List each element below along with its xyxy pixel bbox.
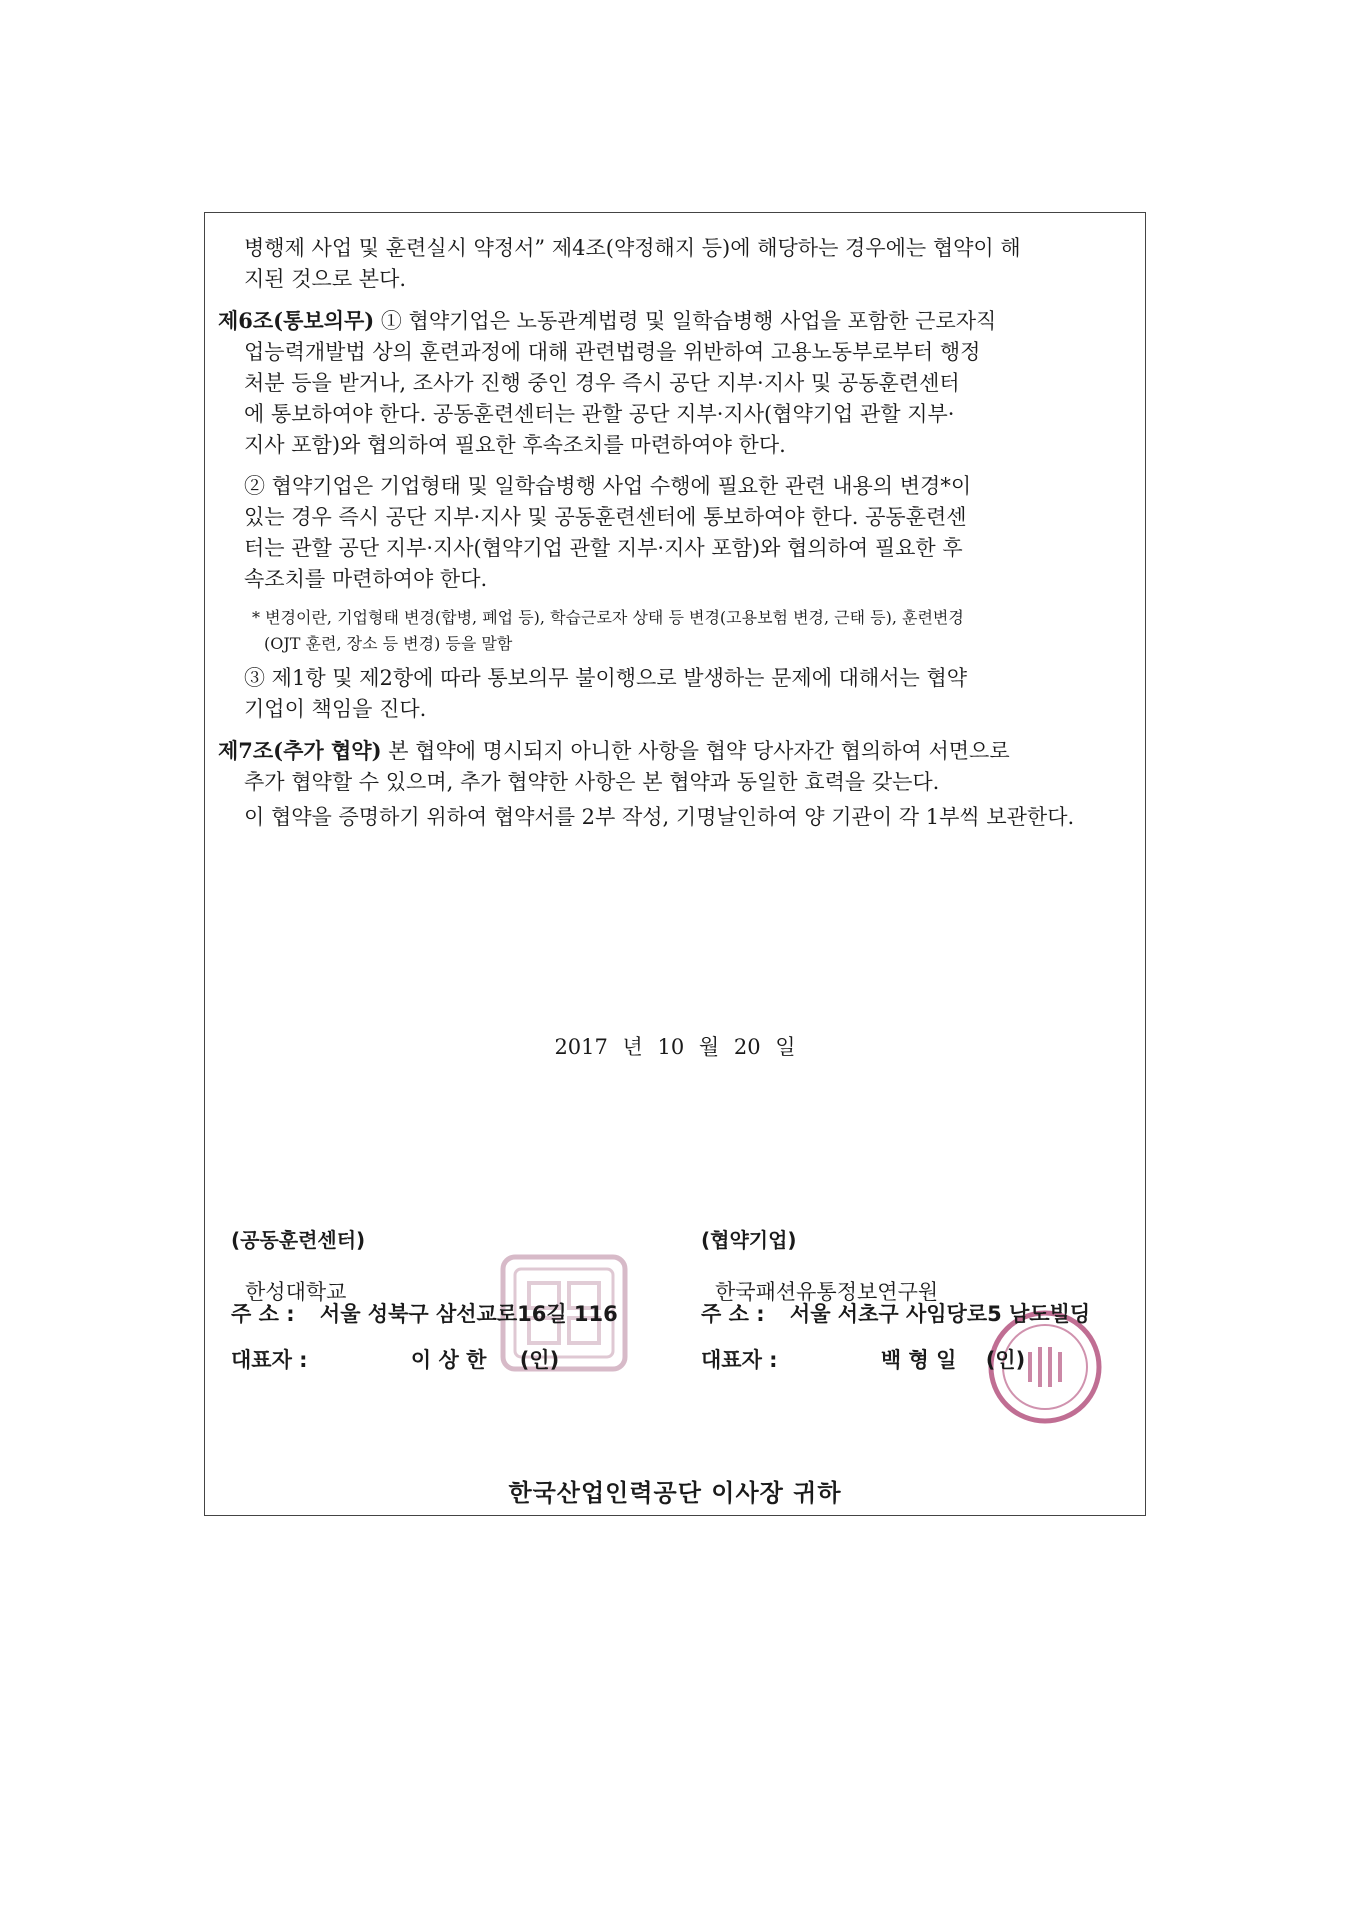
left-party-name: 한성대학교	[245, 1280, 347, 1304]
left-party	[231, 1227, 365, 1305]
article6-clause2	[218, 471, 1128, 595]
right-representative-row	[701, 1344, 1025, 1374]
text-line: 속조치를 마련하여야 한다.	[244, 567, 488, 591]
right-address-row	[701, 1298, 1090, 1328]
text-line: ③ 제1항 및 제2항에 따라 통보의무 불이행으로 발생하는 문제에 대해서는 협약	[244, 666, 968, 690]
text-line: ② 협약기업은 기업형태 및 일학습병행 사업 수행에 필요한 관련 내용의 변경*이	[244, 474, 972, 498]
left-address-label: 주 소 :	[231, 1302, 295, 1326]
document-body	[218, 233, 1128, 843]
text-line: 터는 관할 공단 지부·지사(협약기업 관할 지부·지사 포함)와 협의하여 필요한 후	[244, 536, 963, 560]
text-line: 지된 것으로 본다.	[244, 267, 407, 291]
article6-footnote	[218, 605, 1128, 657]
article6-clause3	[218, 663, 1128, 725]
left-address-row	[231, 1298, 618, 1328]
text-line: 에 통보하여야 한다. 공동훈련센터는 관할 공단 지부·지사(협약기업 관할 지부·	[244, 402, 955, 426]
right-seal-mark: (인)	[985, 1348, 1026, 1372]
agreement-date: 2017 년 10 월 20 일	[554, 1035, 796, 1059]
left-address: 서울 성북구 삼선교로16길 116	[319, 1302, 618, 1326]
document-frame	[204, 212, 1146, 1516]
left-seal-mark: (인)	[519, 1348, 560, 1372]
article5-continuation	[218, 233, 1128, 295]
right-address: 서울 서초구 사임당로5 남도빌딩	[789, 1302, 1091, 1326]
closing-statement	[218, 802, 1128, 833]
addressee-footer: 한국산업인력공단 이사장 귀하	[508, 1479, 842, 1507]
right-address-label: 주 소 :	[701, 1302, 765, 1326]
right-rep-name: 백 형 일	[880, 1348, 957, 1372]
text-line: 추가 협약할 수 있으며, 추가 협약한 사항은 본 협약과 동일한 효력을 갖는다.	[244, 770, 940, 794]
text-line: (OJT 훈련, 장소 등 변경) 등을 말함	[264, 634, 513, 653]
text-line: 이 협약을 증명하기 위하여 협약서를 2부 작성, 기명날인하여 양 기관이 각 1부씩 보관한다.	[244, 805, 1075, 829]
text-line: 본 협약에 명시되지 아니한 사항을 협약 당사자간 협의하여 서면으로	[381, 739, 1010, 763]
right-party-title: (협약기업)	[701, 1228, 797, 1252]
left-rep-name: 이 상 한	[410, 1348, 487, 1372]
text-line: 있는 경우 즉시 공단 지부·지사 및 공동훈련센터에 통보하여야 한다. 공동훈련센	[244, 505, 967, 529]
article6-clause1	[218, 305, 1128, 461]
text-line: ① 협약기업은 노동관계법령 및 일학습병행 사업을 포함한 근로자직	[374, 309, 997, 333]
text-line: 업능력개발법 상의 훈련과정에 대해 관련법령을 위반하여 고용노동부로부터 행정	[244, 340, 981, 364]
text-line: 기업이 책임을 진다.	[244, 697, 427, 721]
left-party-title: (공동훈련센터)	[231, 1228, 366, 1252]
text-line: 지사 포함)와 협의하여 필요한 후속조치를 마련하여야 한다.	[244, 433, 786, 457]
text-line: 병행제 사업 및 훈련실시 약정서” 제4조(약정해지 등)에 해당하는 경우에는 협약이 해	[244, 236, 1021, 260]
article6-heading: 제6조(통보의무)	[218, 308, 375, 333]
text-line: * 변경이란, 기업형태 변경(합병, 폐업 등), 학습근로자 상태 등 변경(고용보험 변경, 근태 등), 훈련변경	[252, 608, 964, 627]
article7	[218, 735, 1128, 798]
article7-heading: 제7조(추가 협약)	[218, 738, 382, 763]
right-rep-label: 대표자 :	[701, 1348, 778, 1372]
text-line: 처분 등을 받거나, 조사가 진행 중인 경우 즉시 공단 지부·지사 및 공동훈련센터	[244, 371, 960, 395]
left-representative-row	[231, 1344, 559, 1374]
left-rep-label: 대표자 :	[231, 1348, 308, 1372]
right-party	[701, 1227, 938, 1305]
right-party-name: 한국패션유통정보연구원	[715, 1280, 939, 1304]
